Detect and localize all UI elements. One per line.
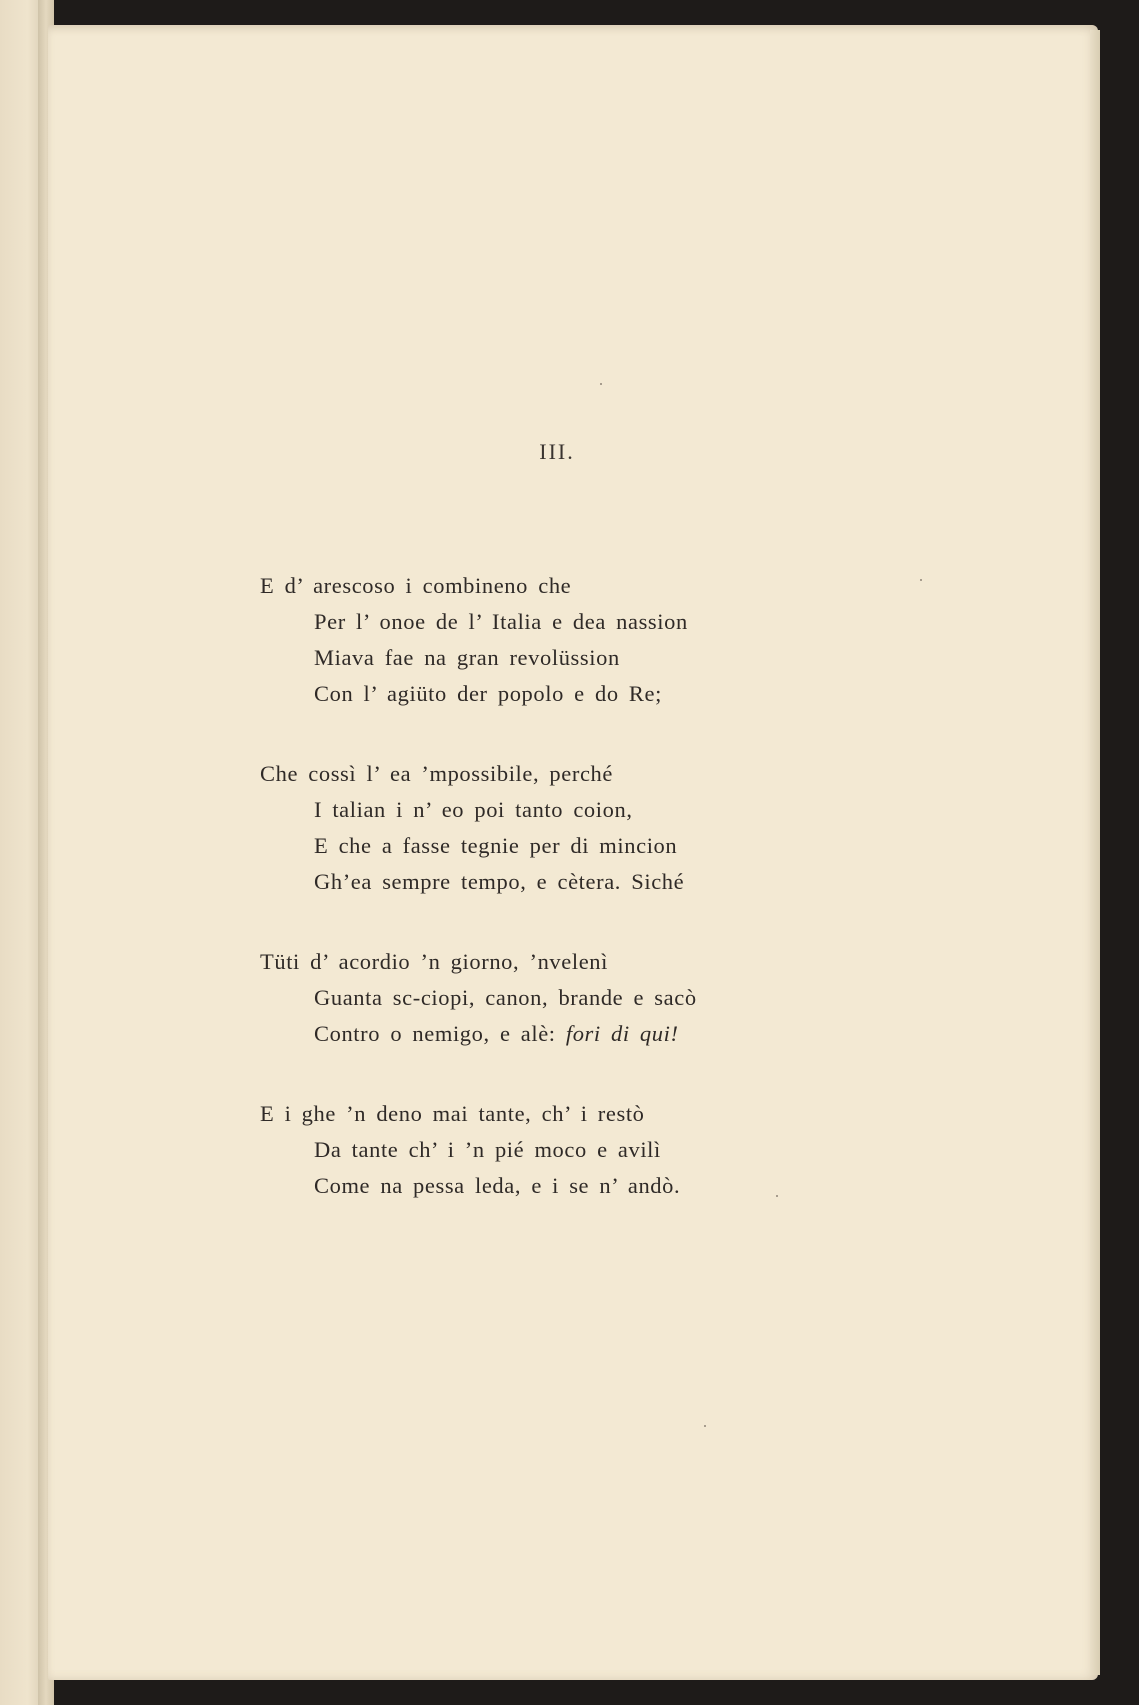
verse-line: Miava fae na gran revolüssion <box>314 645 620 670</box>
verse-line: E d’ arescoso i combineno che <box>260 573 572 598</box>
verse-line: E che a fasse tegnie per di mincion <box>314 833 678 858</box>
verse-line: Come na pessa leda, e i se n’ andò. <box>314 1173 681 1198</box>
italic-phrase: fori di qui! <box>565 1021 679 1046</box>
poem <box>260 568 697 1248</box>
verse-line: Gh’ea sempre tempo, e cètera. Siché <box>314 869 685 894</box>
verse-line: Con l’ agiüto der popolo e do Re; <box>314 681 662 706</box>
verse-line: Per l’ onoe de l’ Italia e dea nassion <box>314 609 688 634</box>
verse-line: I talian i n’ eo poi tanto coion, <box>314 797 633 822</box>
book-page <box>48 25 1098 1680</box>
verse-line: Tüti d’ acordio ’n giorno, ’nvelenì <box>260 949 608 974</box>
paper-speck <box>704 1425 706 1427</box>
paper-speck <box>920 579 922 581</box>
verse-line: Che cossì l’ ea ’mpossibile, perché <box>260 761 613 786</box>
verse-line: Da tante ch’ i ’n pié moco e avilì <box>314 1137 661 1162</box>
verse-line <box>260 1016 697 1052</box>
section-heading: III. <box>539 439 575 464</box>
page-fore-edge <box>1090 30 1100 1675</box>
verse-line: E i ghe ’n deno mai tante, ch’ i restò <box>260 1101 645 1126</box>
stanza-4 <box>260 1096 697 1204</box>
stanza-3 <box>260 944 697 1052</box>
paper-speck <box>600 383 602 385</box>
verse-line-text: Contro o nemigo, e alè: <box>314 1021 566 1046</box>
stanza-2 <box>260 756 697 900</box>
stanza-1 <box>260 568 697 712</box>
verse-line: Guanta sc-ciopi, canon, brande e sacò <box>314 985 697 1010</box>
paper-speck <box>776 1195 778 1197</box>
